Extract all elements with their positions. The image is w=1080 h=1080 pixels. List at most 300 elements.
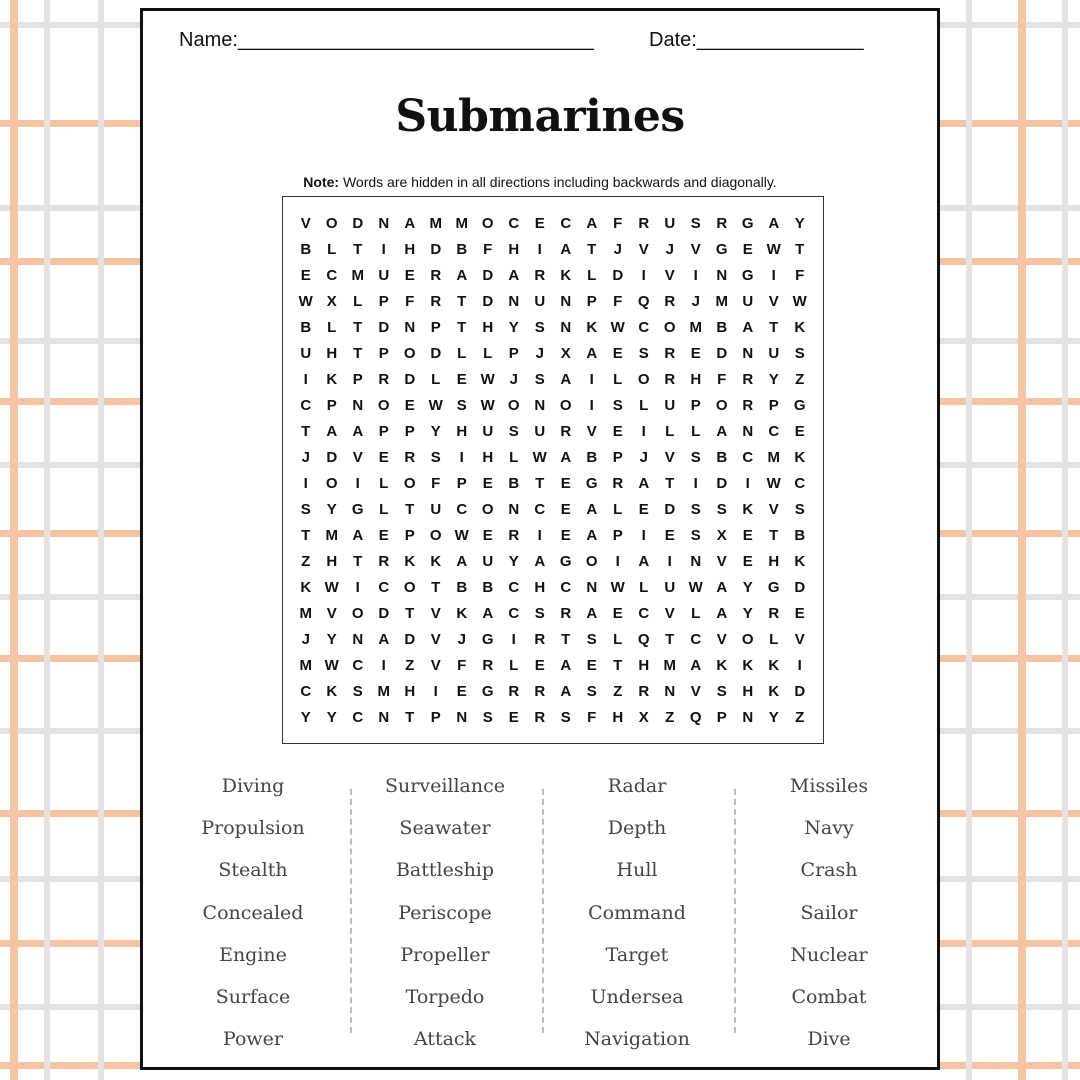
grid-letter[interactable]: S — [612, 396, 624, 414]
grid-letter[interactable]: X — [326, 292, 338, 310]
grid-letter[interactable]: A — [638, 474, 650, 492]
grid-letter[interactable]: A — [716, 578, 728, 596]
grid-letter[interactable]: E — [300, 266, 312, 284]
name-field[interactable]: Name:________________________________ — [179, 29, 594, 51]
grid-letter[interactable]: T — [665, 630, 675, 648]
grid-letter[interactable]: E — [508, 708, 520, 726]
grid-letter[interactable]: V — [794, 630, 806, 648]
grid-letter[interactable]: B — [586, 448, 598, 466]
grid-letter[interactable]: B — [300, 240, 312, 258]
grid-letter[interactable]: A — [378, 630, 390, 648]
grid-letter[interactable]: K — [768, 656, 780, 674]
grid-letter[interactable]: W — [610, 578, 626, 596]
grid-letter[interactable]: C — [534, 500, 546, 518]
grid-letter[interactable]: G — [585, 474, 599, 492]
grid-letter[interactable]: C — [560, 214, 572, 232]
grid-letter[interactable]: K — [456, 604, 468, 622]
grid-letter[interactable]: Y — [768, 370, 780, 388]
grid-letter[interactable]: G — [715, 240, 729, 258]
grid-letter[interactable]: R — [560, 604, 572, 622]
grid-letter[interactable]: C — [378, 578, 390, 596]
grid-letter[interactable]: Z — [613, 682, 623, 700]
grid-letter[interactable]: L — [691, 422, 701, 440]
grid-letter[interactable]: M — [325, 526, 339, 544]
grid-letter[interactable]: P — [456, 474, 468, 492]
grid-letter[interactable]: E — [794, 604, 806, 622]
grid-letter[interactable]: Q — [637, 292, 651, 310]
grid-letter[interactable]: I — [511, 630, 517, 648]
grid-letter[interactable]: Z — [665, 708, 675, 726]
grid-letter[interactable]: L — [665, 422, 675, 440]
grid-letter[interactable]: W — [766, 474, 782, 492]
grid-letter[interactable]: A — [534, 552, 546, 570]
grid-letter[interactable]: H — [482, 318, 494, 336]
grid-letter[interactable]: C — [456, 500, 468, 518]
grid-letter[interactable]: D — [716, 344, 728, 362]
grid-letter[interactable]: V — [326, 604, 338, 622]
grid-letter[interactable]: I — [615, 552, 621, 570]
grid-letter[interactable]: I — [771, 266, 777, 284]
grid-letter[interactable]: H — [326, 552, 338, 570]
grid-letter[interactable]: S — [638, 344, 650, 362]
grid-letter[interactable]: D — [794, 578, 806, 596]
grid-letter[interactable]: J — [639, 448, 649, 466]
grid-letter[interactable]: P — [768, 396, 780, 414]
grid-letter[interactable]: H — [612, 708, 624, 726]
grid-letter[interactable]: J — [509, 370, 519, 388]
grid-letter[interactable]: I — [667, 552, 673, 570]
grid-letter[interactable]: W — [688, 578, 704, 596]
grid-letter[interactable]: C — [742, 448, 754, 466]
grid-letter[interactable]: R — [534, 682, 546, 700]
grid-letter[interactable]: C — [352, 656, 364, 674]
grid-letter[interactable]: F — [613, 292, 623, 310]
grid-letter[interactable]: A — [404, 214, 416, 232]
grid-letter[interactable]: V — [352, 448, 364, 466]
grid-letter[interactable]: N — [742, 708, 754, 726]
grid-letter[interactable]: P — [612, 448, 624, 466]
grid-letter[interactable]: L — [327, 240, 337, 258]
grid-letter[interactable]: S — [690, 526, 702, 544]
grid-letter[interactable]: D — [352, 214, 364, 232]
grid-letter[interactable]: E — [612, 344, 624, 362]
grid-letter[interactable]: O — [403, 344, 417, 362]
grid-letter[interactable]: W — [324, 578, 340, 596]
grid-letter[interactable]: F — [613, 214, 623, 232]
grid-letter[interactable]: Y — [508, 318, 520, 336]
grid-letter[interactable]: T — [795, 240, 805, 258]
grid-letter[interactable]: P — [378, 344, 390, 362]
grid-letter[interactable]: V — [430, 604, 442, 622]
grid-letter[interactable]: O — [481, 500, 495, 518]
grid-letter[interactable]: S — [534, 318, 546, 336]
grid-letter[interactable]: K — [560, 266, 572, 284]
grid-letter[interactable]: O — [663, 318, 677, 336]
grid-letter[interactable]: Y — [430, 422, 442, 440]
grid-letter[interactable]: U — [534, 422, 546, 440]
grid-letter[interactable]: E — [534, 214, 546, 232]
grid-letter[interactable]: K — [404, 552, 416, 570]
grid-letter[interactable]: N — [742, 422, 754, 440]
grid-letter[interactable]: C — [560, 578, 572, 596]
grid-letter[interactable]: L — [613, 370, 623, 388]
grid-letter[interactable]: D — [378, 604, 390, 622]
grid-letter[interactable]: E — [742, 552, 754, 570]
grid-letter[interactable]: A — [560, 370, 572, 388]
grid-letter[interactable]: B — [508, 474, 520, 492]
grid-letter[interactable]: H — [768, 552, 780, 570]
grid-letter[interactable]: C — [508, 604, 520, 622]
grid-letter[interactable]: N — [716, 266, 728, 284]
grid-letter[interactable]: N — [560, 292, 572, 310]
grid-letter[interactable]: L — [457, 344, 467, 362]
grid-letter[interactable]: A — [690, 656, 702, 674]
grid-letter[interactable]: T — [561, 630, 571, 648]
grid-letter[interactable]: H — [742, 682, 754, 700]
grid-letter[interactable]: E — [560, 474, 572, 492]
grid-letter[interactable]: T — [353, 240, 363, 258]
grid-letter[interactable]: L — [613, 500, 623, 518]
grid-letter[interactable]: N — [404, 318, 416, 336]
grid-letter[interactable]: R — [742, 370, 754, 388]
grid-letter[interactable]: N — [586, 578, 598, 596]
grid-letter[interactable]: A — [352, 422, 364, 440]
grid-letter[interactable]: D — [482, 292, 494, 310]
grid-letter[interactable]: O — [507, 396, 521, 414]
grid-letter[interactable]: D — [404, 630, 416, 648]
grid-letter[interactable]: N — [352, 396, 364, 414]
grid-letter[interactable]: V — [430, 630, 442, 648]
grid-letter[interactable]: M — [299, 656, 313, 674]
grid-letter[interactable]: U — [664, 578, 676, 596]
grid-letter[interactable]: V — [664, 266, 676, 284]
grid-letter[interactable]: D — [430, 344, 442, 362]
grid-letter[interactable]: G — [741, 214, 755, 232]
grid-letter[interactable]: S — [456, 396, 468, 414]
grid-letter[interactable]: C — [768, 422, 780, 440]
grid-letter[interactable]: L — [639, 396, 649, 414]
grid-letter[interactable]: N — [664, 682, 676, 700]
grid-letter[interactable]: K — [326, 682, 338, 700]
grid-letter[interactable]: L — [379, 474, 389, 492]
grid-letter[interactable]: Y — [742, 604, 754, 622]
grid-letter[interactable]: H — [534, 578, 546, 596]
grid-letter[interactable]: Y — [326, 708, 338, 726]
grid-letter[interactable]: B — [482, 578, 494, 596]
grid-letter[interactable]: O — [585, 552, 599, 570]
grid-letter[interactable]: R — [404, 448, 416, 466]
grid-letter[interactable]: A — [716, 422, 728, 440]
grid-letter[interactable]: M — [767, 448, 781, 466]
grid-letter[interactable]: V — [768, 500, 780, 518]
grid-letter[interactable]: Y — [326, 630, 338, 648]
grid-letter[interactable]: R — [430, 266, 442, 284]
grid-letter[interactable]: L — [353, 292, 363, 310]
grid-letter[interactable]: V — [638, 240, 650, 258]
grid-letter[interactable]: I — [355, 578, 361, 596]
grid-letter[interactable]: A — [586, 344, 598, 362]
grid-letter[interactable]: R — [482, 656, 494, 674]
grid-letter[interactable]: C — [794, 474, 806, 492]
grid-letter[interactable]: N — [690, 552, 702, 570]
grid-letter[interactable]: X — [638, 708, 650, 726]
grid-letter[interactable]: N — [508, 292, 520, 310]
grid-letter[interactable]: C — [508, 578, 520, 596]
grid-letter[interactable]: O — [403, 578, 417, 596]
grid-letter[interactable]: M — [429, 214, 443, 232]
grid-letter[interactable]: A — [768, 214, 780, 232]
grid-letter[interactable]: U — [378, 266, 390, 284]
grid-letter[interactable]: R — [664, 344, 676, 362]
grid-letter[interactable]: T — [405, 604, 415, 622]
grid-letter[interactable]: S — [560, 708, 572, 726]
grid-letter[interactable]: E — [482, 526, 494, 544]
grid-letter[interactable]: L — [327, 318, 337, 336]
grid-letter[interactable]: E — [742, 240, 754, 258]
grid-letter[interactable]: A — [560, 448, 572, 466]
grid-letter[interactable]: E — [742, 526, 754, 544]
grid-letter[interactable]: Q — [637, 630, 651, 648]
grid-letter[interactable]: O — [429, 526, 443, 544]
grid-letter[interactable]: D — [482, 266, 494, 284]
grid-letter[interactable]: K — [794, 448, 806, 466]
grid-letter[interactable]: E — [534, 656, 546, 674]
grid-letter[interactable]: S — [716, 500, 728, 518]
grid-letter[interactable]: D — [404, 370, 416, 388]
grid-letter[interactable]: E — [378, 526, 390, 544]
grid-letter[interactable]: T — [613, 656, 623, 674]
grid-letter[interactable]: J — [301, 630, 311, 648]
grid-letter[interactable]: I — [303, 370, 309, 388]
grid-letter[interactable]: E — [456, 682, 468, 700]
grid-letter[interactable]: C — [690, 630, 702, 648]
grid-letter[interactable]: H — [690, 370, 702, 388]
grid-letter[interactable]: I — [693, 266, 699, 284]
grid-letter[interactable]: E — [560, 526, 572, 544]
grid-letter[interactable]: R — [534, 266, 546, 284]
grid-letter[interactable]: T — [405, 500, 415, 518]
grid-letter[interactable]: H — [326, 344, 338, 362]
grid-letter[interactable]: B — [300, 318, 312, 336]
grid-letter[interactable]: Y — [768, 708, 780, 726]
grid-letter[interactable]: R — [508, 682, 520, 700]
grid-letter[interactable]: L — [483, 344, 493, 362]
grid-letter[interactable]: B — [456, 578, 468, 596]
grid-letter[interactable]: P — [378, 422, 390, 440]
grid-letter[interactable]: N — [378, 708, 390, 726]
grid-letter[interactable]: O — [559, 396, 573, 414]
grid-letter[interactable]: F — [795, 266, 805, 284]
grid-letter[interactable]: I — [537, 526, 543, 544]
grid-letter[interactable]: D — [716, 474, 728, 492]
grid-letter[interactable]: A — [352, 526, 364, 544]
grid-letter[interactable]: R — [378, 370, 390, 388]
grid-letter[interactable]: Y — [300, 708, 312, 726]
grid-letter[interactable]: M — [351, 266, 365, 284]
grid-letter[interactable]: C — [508, 214, 520, 232]
grid-letter[interactable]: H — [638, 656, 650, 674]
grid-letter[interactable]: R — [508, 526, 520, 544]
grid-letter[interactable]: D — [326, 448, 338, 466]
grid-letter[interactable]: E — [612, 422, 624, 440]
grid-letter[interactable]: T — [457, 318, 467, 336]
grid-letter[interactable]: F — [431, 474, 441, 492]
grid-letter[interactable]: R — [664, 292, 676, 310]
grid-letter[interactable]: P — [378, 292, 390, 310]
grid-letter[interactable]: P — [586, 292, 598, 310]
grid-letter[interactable]: K — [794, 552, 806, 570]
grid-letter[interactable]: P — [716, 708, 728, 726]
grid-letter[interactable]: Y — [794, 214, 806, 232]
grid-letter[interactable]: R — [638, 682, 650, 700]
grid-letter[interactable]: I — [641, 422, 647, 440]
grid-letter[interactable]: C — [638, 604, 650, 622]
grid-letter[interactable]: E — [690, 344, 702, 362]
grid-letter[interactable]: Y — [508, 552, 520, 570]
grid-letter[interactable]: A — [742, 318, 754, 336]
grid-letter[interactable]: P — [612, 526, 624, 544]
grid-letter[interactable]: S — [586, 630, 598, 648]
grid-letter[interactable]: I — [745, 474, 751, 492]
grid-letter[interactable]: W — [454, 526, 470, 544]
grid-letter[interactable]: A — [638, 552, 650, 570]
grid-letter[interactable]: V — [300, 214, 312, 232]
grid-letter[interactable]: Q — [689, 708, 703, 726]
grid-letter[interactable]: K — [794, 318, 806, 336]
grid-letter[interactable]: N — [560, 318, 572, 336]
grid-letter[interactable]: I — [589, 396, 595, 414]
grid-letter[interactable]: F — [405, 292, 415, 310]
grid-letter[interactable]: A — [560, 682, 572, 700]
grid-letter[interactable]: Y — [326, 500, 338, 518]
grid-letter[interactable]: R — [430, 292, 442, 310]
grid-letter[interactable]: K — [742, 500, 754, 518]
grid-letter[interactable]: V — [430, 656, 442, 674]
word-search-grid[interactable] — [293, 210, 813, 730]
grid-letter[interactable]: T — [353, 552, 363, 570]
grid-letter[interactable]: V — [716, 630, 728, 648]
grid-letter[interactable]: B — [456, 240, 468, 258]
grid-letter[interactable]: T — [769, 318, 779, 336]
grid-letter[interactable]: P — [404, 422, 416, 440]
grid-letter[interactable]: T — [301, 422, 311, 440]
grid-letter[interactable]: P — [352, 370, 364, 388]
grid-letter[interactable]: O — [481, 214, 495, 232]
grid-letter[interactable]: T — [665, 474, 675, 492]
grid-letter[interactable]: Z — [405, 656, 415, 674]
grid-letter[interactable]: A — [586, 526, 598, 544]
grid-letter[interactable]: D — [794, 682, 806, 700]
grid-letter[interactable]: T — [405, 708, 415, 726]
grid-letter[interactable]: X — [716, 526, 728, 544]
grid-letter[interactable]: F — [457, 656, 467, 674]
grid-letter[interactable]: D — [664, 500, 676, 518]
grid-letter[interactable]: I — [303, 474, 309, 492]
grid-letter[interactable]: V — [664, 604, 676, 622]
grid-letter[interactable]: H — [456, 422, 468, 440]
grid-letter[interactable]: E — [404, 396, 416, 414]
grid-letter[interactable]: O — [715, 396, 729, 414]
grid-letter[interactable]: S — [690, 214, 702, 232]
grid-letter[interactable]: H — [508, 240, 520, 258]
grid-letter[interactable]: L — [379, 500, 389, 518]
grid-letter[interactable]: R — [638, 214, 650, 232]
grid-letter[interactable]: I — [641, 266, 647, 284]
grid-letter[interactable]: G — [793, 396, 807, 414]
grid-letter[interactable]: S — [508, 422, 520, 440]
grid-letter[interactable]: G — [767, 578, 781, 596]
grid-letter[interactable]: W — [324, 656, 340, 674]
grid-letter[interactable]: U — [482, 552, 494, 570]
grid-letter[interactable]: U — [742, 292, 754, 310]
grid-letter[interactable]: K — [716, 656, 728, 674]
grid-letter[interactable]: B — [716, 448, 728, 466]
grid-letter[interactable]: P — [690, 396, 702, 414]
grid-letter[interactable]: L — [639, 578, 649, 596]
grid-letter[interactable]: V — [664, 448, 676, 466]
grid-letter[interactable]: O — [351, 604, 365, 622]
grid-letter[interactable]: T — [301, 526, 311, 544]
grid-letter[interactable]: Z — [795, 708, 805, 726]
grid-letter[interactable]: S — [586, 682, 598, 700]
grid-letter[interactable]: A — [508, 266, 520, 284]
grid-letter[interactable]: S — [690, 448, 702, 466]
grid-letter[interactable]: V — [690, 240, 702, 258]
grid-letter[interactable]: Z — [301, 552, 311, 570]
grid-letter[interactable]: K — [586, 318, 598, 336]
grid-letter[interactable]: J — [301, 448, 311, 466]
grid-letter[interactable]: D — [430, 240, 442, 258]
grid-letter[interactable]: I — [459, 448, 465, 466]
grid-letter[interactable]: S — [300, 500, 312, 518]
grid-letter[interactable]: I — [641, 526, 647, 544]
grid-letter[interactable]: O — [741, 630, 755, 648]
grid-letter[interactable]: J — [535, 344, 545, 362]
grid-letter[interactable]: E — [378, 448, 390, 466]
grid-letter[interactable]: W — [480, 370, 496, 388]
grid-letter[interactable]: E — [586, 656, 598, 674]
grid-letter[interactable]: P — [326, 396, 338, 414]
grid-letter[interactable]: U — [534, 292, 546, 310]
grid-letter[interactable]: E — [638, 500, 650, 518]
grid-letter[interactable]: G — [351, 500, 365, 518]
grid-letter[interactable]: A — [560, 240, 572, 258]
grid-letter[interactable]: T — [769, 526, 779, 544]
grid-letter[interactable]: O — [325, 474, 339, 492]
grid-letter[interactable]: W — [298, 292, 314, 310]
grid-letter[interactable]: N — [352, 630, 364, 648]
grid-letter[interactable]: A — [326, 422, 338, 440]
grid-letter[interactable]: A — [586, 604, 598, 622]
grid-letter[interactable]: S — [794, 344, 806, 362]
grid-letter[interactable]: E — [456, 370, 468, 388]
grid-letter[interactable]: E — [794, 422, 806, 440]
grid-letter[interactable]: T — [353, 344, 363, 362]
grid-letter[interactable]: F — [587, 708, 597, 726]
grid-letter[interactable]: T — [535, 474, 545, 492]
grid-letter[interactable]: L — [431, 370, 441, 388]
grid-letter[interactable]: N — [534, 396, 546, 414]
grid-letter[interactable]: A — [586, 214, 598, 232]
grid-letter[interactable]: K — [768, 682, 780, 700]
grid-letter[interactable]: J — [665, 240, 675, 258]
grid-letter[interactable]: G — [481, 682, 495, 700]
grid-letter[interactable]: N — [456, 708, 468, 726]
grid-letter[interactable]: T — [431, 578, 441, 596]
grid-letter[interactable]: R — [612, 474, 624, 492]
grid-letter[interactable]: I — [537, 240, 543, 258]
grid-letter[interactable]: C — [326, 266, 338, 284]
